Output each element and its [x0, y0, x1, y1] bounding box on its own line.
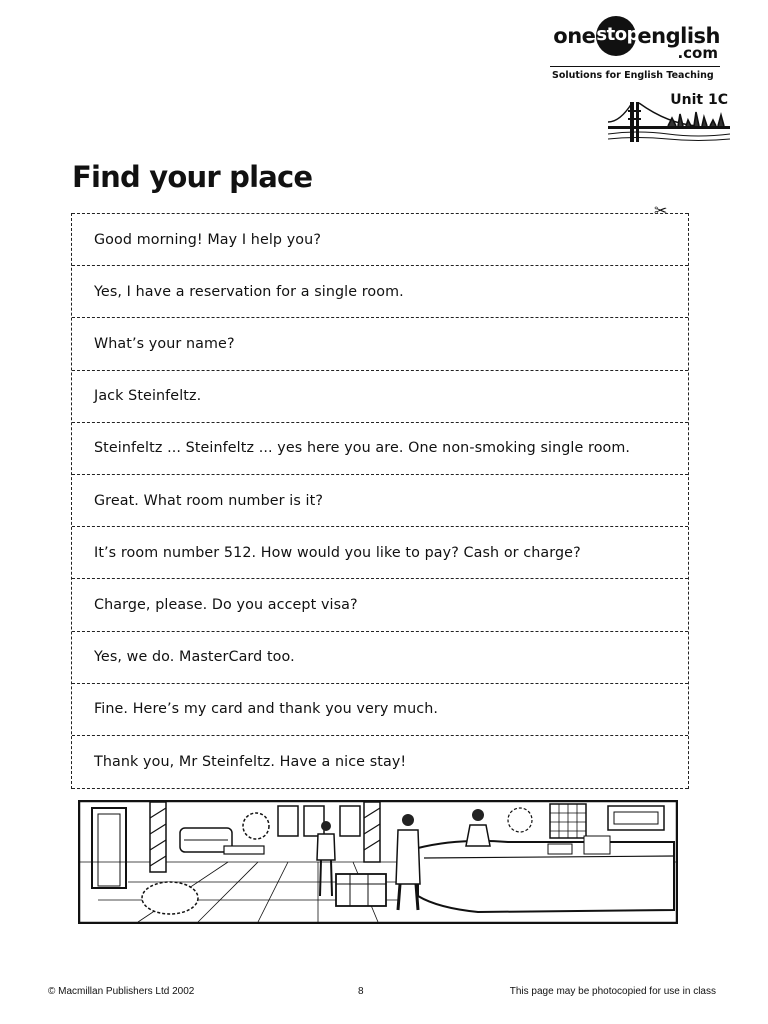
unit-label: Unit 1C — [670, 92, 728, 108]
logo-divider — [550, 66, 720, 67]
dialogue-strip: Jack Steinfeltz. — [72, 370, 688, 422]
dialogue-strip: Yes, I have a reservation for a single room. — [72, 265, 688, 317]
footer-photocopy-note: This page may be photocopied for use in class — [509, 986, 716, 997]
dialogue-strip: Good morning! May I help you? — [72, 213, 688, 265]
page-title: Find your place — [72, 160, 313, 194]
dialogue-strip: Thank you, Mr Steinfeltz. Have a nice stay! — [72, 735, 688, 789]
dialogue-strip: Charge, please. Do you accept visa? — [72, 578, 688, 630]
scissors-icon: ✂ — [654, 203, 668, 220]
dialogue-strips — [71, 213, 689, 789]
dialogue-strip: It’s room number 512. How would you like to pay? Cash or charge? — [72, 526, 688, 578]
logo-tagline: Solutions for English Teaching — [552, 70, 714, 81]
dialogue-strip: Fine. Here’s my card and thank you very much. — [72, 683, 688, 735]
footer-page-number: 8 — [358, 986, 364, 997]
logo-com: .com — [677, 44, 718, 62]
logo-stop: stop — [596, 16, 636, 56]
dialogue-strip: Yes, we do. MasterCard too. — [72, 631, 688, 683]
dialogue-strip: What’s your name? — [72, 317, 688, 369]
dialogue-strip: Great. What room number is it? — [72, 474, 688, 526]
logo-one: one — [553, 23, 596, 48]
hotel-lobby-illustration — [78, 800, 678, 924]
footer-copyright: © Macmillan Publishers Ltd 2002 — [48, 986, 195, 997]
logo-english: english — [637, 23, 720, 48]
bridge-illustration — [608, 100, 730, 144]
dialogue-strip: Steinfeltz ... Steinfeltz ... yes here you are. One non-smoking single room. — [72, 422, 688, 474]
site-logo — [550, 16, 720, 81]
